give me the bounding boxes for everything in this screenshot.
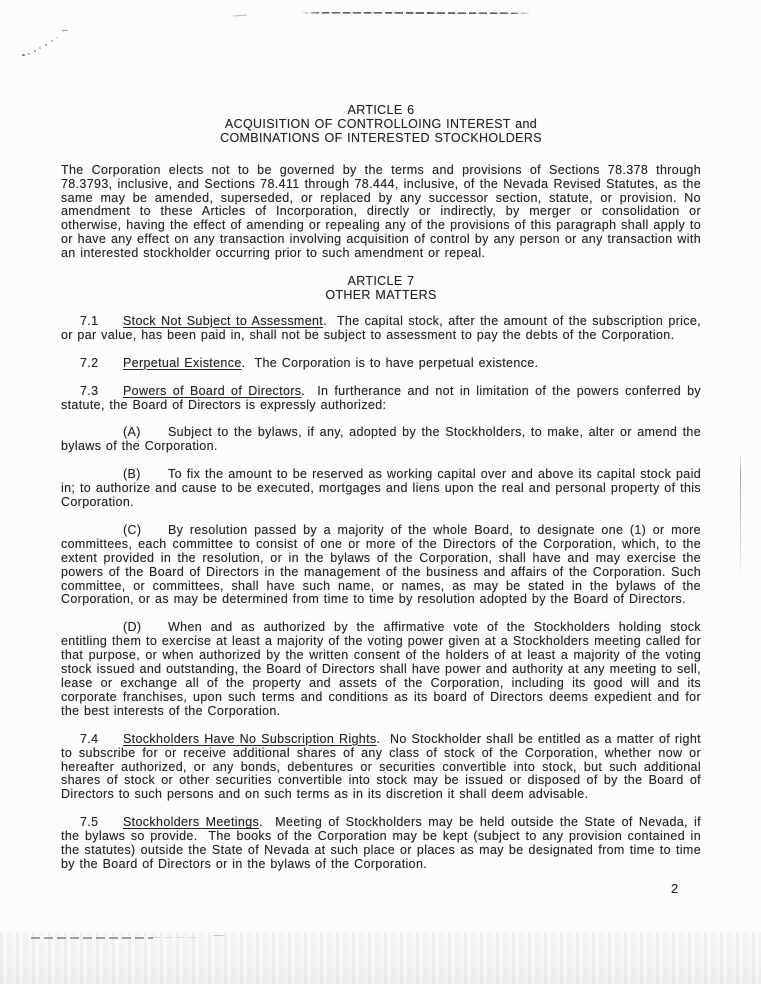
article6-heading <box>61 104 701 146</box>
subsection-b <box>61 468 701 510</box>
scan-artifact-top-line <box>301 12 533 15</box>
pen-dot <box>39 47 41 49</box>
scan-artifact-top-dash <box>233 15 247 17</box>
section-title: Powers of Board of Directors <box>123 383 302 398</box>
article6-subtitle-1: ACQUISITION OF CONTROLLOING INTEREST and <box>224 116 538 131</box>
pen-dot <box>34 50 36 52</box>
subsection-letter: (C) <box>123 522 142 537</box>
section-7-4 <box>61 733 701 803</box>
subsection-text: By resolution passed by a majority of the whole Board, to designate one (1) or more committees, each committee to consist of one or more of the Directors of the Corporation, which, to the extent provided in the resolution, or in the bylaws of the Corporation, shall have and may exercise the powers of the Board of Directors in the management of the business and affairs of the Corporation. Such committee, or committees, shall have such name, or names, as may be stated in the bylaws of the Corporation, or as may be determined from time to time by resolution adopted by the Board of Directors. <box>61 522 701 607</box>
section-title: Stockholders Meetings <box>123 815 260 830</box>
subsection-text: When and as authorized by the affirmative vote of the Stockholders holding stock entitling them to exercise at least a majority of the voting power given at a Stockholders meeting called for that purpose, or when authorized by the written consent of the holders of at least a majority of the voting stock issued and outstanding, the Board of Directors shall have power and authority at any meeting to sell, lease or exchange all of the property and assets of the Corporation, including its good will and its corporate franchises, upon such terms and conditions as its board of Directors deems expedient and for the best interests of the Corporation. <box>61 620 701 718</box>
scan-artifact-bottom-band <box>0 932 761 984</box>
section-text: . No Stockholder shall be entitled as a matter of right to subscribe for or receive additional shares of any class of stock of the Corporation, whether now or hereafter authorized, or any bonds, debentures or securities convertible into stock, but such additional shares of stock or other securities convertible into stock may be issued or disposed of by the Board of Directors to such persons and on such terms as in its discretion it shall deem advisable. <box>61 731 701 802</box>
subsection-letter: (B) <box>123 467 141 482</box>
section-7-1 <box>61 315 701 343</box>
section-number: 7.5 <box>80 815 99 830</box>
article7-subtitle: OTHER MATTERS <box>325 287 437 302</box>
section-7-2 <box>61 357 701 371</box>
subsection-letter: (D) <box>123 620 142 635</box>
subsection-a <box>61 426 701 454</box>
pen-dot <box>22 54 25 56</box>
pen-dot <box>56 37 58 38</box>
article7-title: ARTICLE 7 <box>347 274 415 289</box>
section-7-3 <box>61 385 701 413</box>
pen-scribble-marks <box>20 28 84 62</box>
pen-dot <box>45 44 47 46</box>
subsection-letter: (A) <box>123 425 141 440</box>
section-number: 7.4 <box>80 731 99 746</box>
scan-artifact-bottom-line-faint <box>153 937 195 938</box>
pen-tick-mark <box>62 30 68 34</box>
scan-artifact-bottom-dash <box>213 935 224 936</box>
page-number: 2 <box>671 881 679 896</box>
pen-dot <box>51 40 53 42</box>
subsection-c <box>61 524 701 607</box>
section-7-5 <box>61 816 701 872</box>
section-number: 7.1 <box>80 313 99 328</box>
section-text: . The Corporation is to have perpetual existence. <box>241 355 539 370</box>
section-text: . In furtherance and not in limitation of the powers conferred by statute, the Board of Directors is expressly authorized: <box>61 383 701 412</box>
scan-artifact-bottom-line <box>31 937 153 939</box>
document-content <box>61 104 701 872</box>
section-text: . The capital stock, after the amount of the subscription price, or par value, has been paid in, shall not be subject to assessment to pay the debts of the Corporation. <box>61 313 701 342</box>
section-title: Stock Not Subject to Assessment <box>123 313 324 328</box>
pen-dot <box>28 53 30 55</box>
section-title: Stockholders Have No Subscription Rights <box>123 731 377 746</box>
subsection-text: Subject to the bylaws, if any, adopted by the Stockholders, to make, alter or amend the bylaws of the Corporation. <box>61 425 701 454</box>
article6-body-paragraph: The Corporation elects not to be governed by the terms and provisions of Sections 78.378 through 78.3793, inclusive, and Sections 78.411 through 78.444, inclusive, of the Nevada Revised Statutes, as the same may be amended, superseded, or replaced by any successor section, statute, or provision. No amendment to these Articles of Incorporation, directly or indirectly, by merger or consolidation or otherwise, having the effect of amending or repealing any of the provisions of this paragraph shall apply to or have any effect on any transaction involving acquisition of control by any person or any transaction with an interested stockholder occurring prior to such amendment or repeal. <box>61 162 701 261</box>
subsection-text: To fix the amount to be reserved as working capital over and above its capital stock paid in; to authorize and cause to be executed, mortgages and liens upon the real and personal property of this Corporation. <box>61 467 701 510</box>
article7-heading <box>61 275 701 303</box>
section-number: 7.2 <box>80 355 99 370</box>
scan-artifact-right-edge-line <box>740 452 741 576</box>
article6-subtitle-2: COMBINATIONS OF INTERESTED STOCKHOLDERS <box>220 130 542 145</box>
section-title: Perpetual Existence <box>123 355 242 370</box>
section-number: 7.3 <box>80 383 99 398</box>
section-text: . Meeting of Stockholders may be held outside the State of Nevada, if the bylaws so provide. The books of the Corporation may be kept (subject to any provision contained in the statutes) outside the State of Nevada at such place or places as may be designated from time to time by the Board of Directors or in the bylaws of the Corporation. <box>61 815 701 871</box>
subsection-d <box>61 621 701 718</box>
article6-title: ARTICLE 6 <box>347 103 415 117</box>
